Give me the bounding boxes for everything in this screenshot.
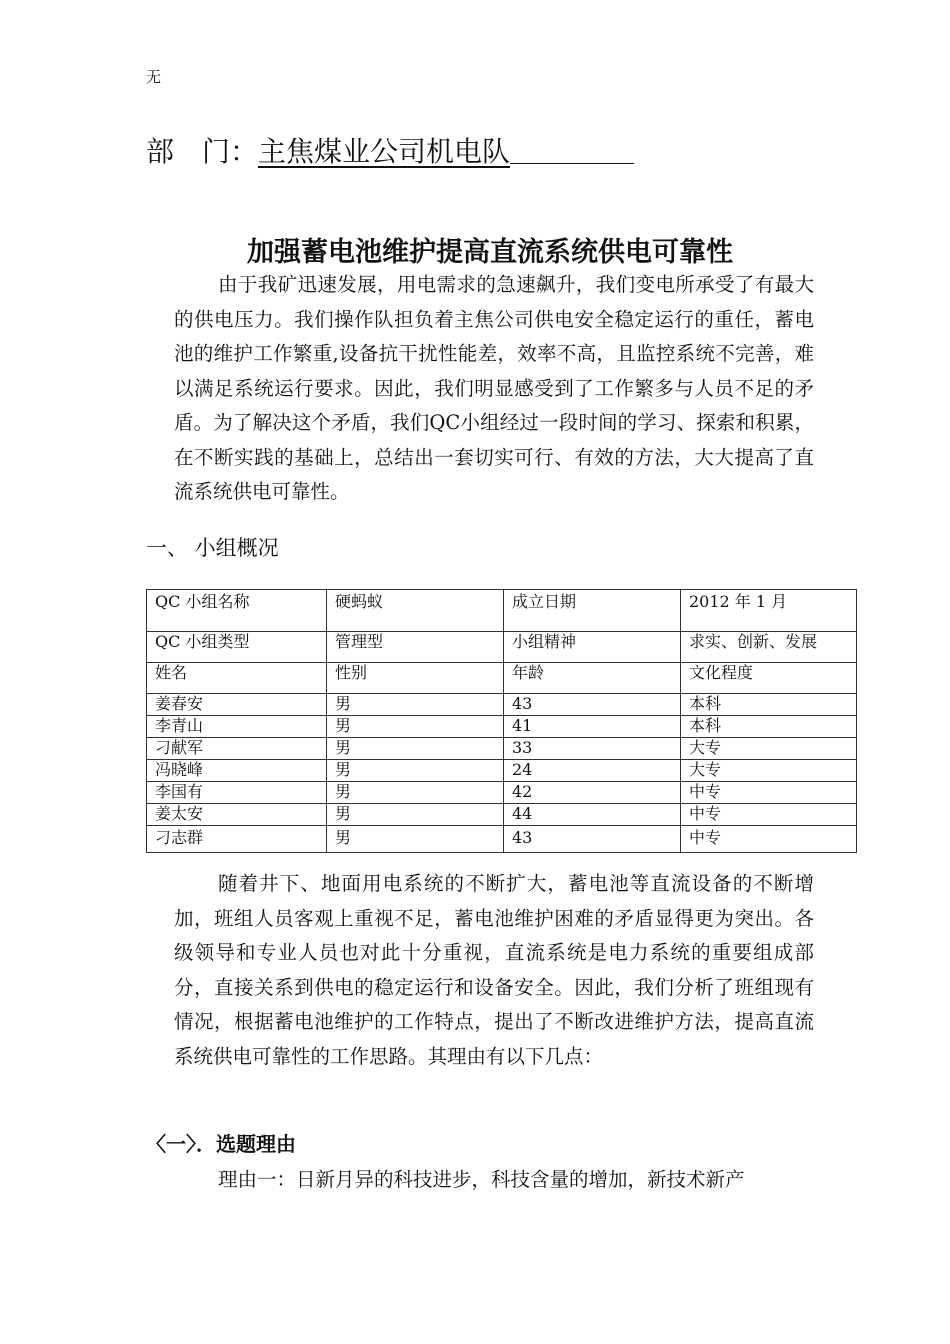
department-label-1: 部 bbox=[146, 135, 175, 168]
department-value: 主焦煤业公司机电队 bbox=[258, 135, 511, 168]
member-education: 本科 bbox=[681, 694, 857, 716]
document-title: 加强蓄电池维护提高直流系统供电可靠性 bbox=[247, 237, 733, 268]
member-age: 33 bbox=[504, 738, 681, 760]
table-cell: 2012 年 1 月 bbox=[681, 590, 857, 632]
member-name: 李国有 bbox=[147, 782, 327, 804]
member-gender: 男 bbox=[327, 804, 504, 826]
member-education: 本科 bbox=[681, 716, 857, 738]
member-name: 姜太安 bbox=[147, 804, 327, 826]
table-header-row bbox=[147, 663, 857, 694]
member-name: 李青山 bbox=[147, 716, 327, 738]
section-heading-group-overview: 一、 小组概况 bbox=[146, 536, 279, 560]
table-row bbox=[147, 632, 857, 663]
department-line bbox=[146, 130, 634, 170]
table-row bbox=[147, 590, 857, 632]
section-heading-topic-reason: 〈一〉．选题理由 bbox=[146, 1132, 296, 1156]
member-age: 24 bbox=[504, 760, 681, 782]
member-education: 中专 bbox=[681, 804, 857, 826]
table-cell: 硬蚂蚁 bbox=[327, 590, 504, 632]
member-education: 大专 bbox=[681, 738, 857, 760]
member-gender: 男 bbox=[327, 760, 504, 782]
table-header-cell: 年龄 bbox=[504, 663, 681, 694]
background-paragraph: 随着井下、地面用电系统的不断扩大，蓄电池等直流设备的不断增加，班组人员客观上重视不足，蓄电池维护困难的矛盾显得更为突出。各级领导和专业人员也对此十分重视，直流系统是电力系统的重要组成部分，直接关系到供电的稳定运行和设备安全。因此，我们分析了班组现有情况，根据蓄电池维护的工作特点，提出了不断改进维护方法，提高直流系统供电可靠性的工作思路。其理由有以下几点： bbox=[174, 872, 814, 1068]
member-education: 中专 bbox=[681, 826, 857, 853]
intro-paragraph: 由于我矿迅速发展，用电需求的急速飙升，我们变电所承受了有最大的供电压力。我们操作队担负着主焦公司供电安全稳定运行的重任，蓄电池的维护工作繁重,设备抗干扰性能差，效率不高，且监控系统不完善，难以满足系统运行要求。因此，我们明显感受到了工作繁多与人员不足的矛盾。为了解决这个矛盾，我们QC小组经过一段时间的学习、探索和积累，在不断实践的基础上，总结出一套切实可行、有效的方法，大大提高了直流系统供电可靠性。 bbox=[174, 273, 814, 503]
member-name: 姜春安 bbox=[147, 694, 327, 716]
group-info-table bbox=[146, 589, 857, 853]
department-label-2: 门： bbox=[202, 135, 259, 168]
member-education: 中专 bbox=[681, 782, 857, 804]
table-cell: 求实、创新、发展 bbox=[681, 632, 857, 663]
table-header-cell: 性别 bbox=[327, 663, 504, 694]
member-name: 冯晓峰 bbox=[147, 760, 327, 782]
member-age: 44 bbox=[504, 804, 681, 826]
table-cell: 管理型 bbox=[327, 632, 504, 663]
header-mark: 无 bbox=[146, 68, 162, 86]
table-row bbox=[147, 738, 857, 760]
member-gender: 男 bbox=[327, 782, 504, 804]
member-gender: 男 bbox=[327, 738, 504, 760]
table-row bbox=[147, 694, 857, 716]
member-education: 大专 bbox=[681, 760, 857, 782]
table-row bbox=[147, 760, 857, 782]
member-age: 42 bbox=[504, 782, 681, 804]
member-gender: 男 bbox=[327, 826, 504, 853]
member-age: 43 bbox=[504, 826, 681, 853]
table-header-cell: 姓名 bbox=[147, 663, 327, 694]
table-cell: QC 小组类型 bbox=[147, 632, 327, 663]
member-name: 刁献军 bbox=[147, 738, 327, 760]
table-row bbox=[147, 782, 857, 804]
table-row bbox=[147, 716, 857, 738]
member-age: 41 bbox=[504, 716, 681, 738]
member-gender: 男 bbox=[327, 694, 504, 716]
member-age: 43 bbox=[504, 694, 681, 716]
member-gender: 男 bbox=[327, 716, 504, 738]
member-name: 刁志群 bbox=[147, 826, 327, 853]
department-underline bbox=[510, 137, 634, 164]
reason-one-paragraph: 理由一：日新月异的科技进步，科技含量的增加，新技术新产 bbox=[218, 1168, 745, 1191]
table-row bbox=[147, 826, 857, 853]
table-header-cell: 文化程度 bbox=[681, 663, 857, 694]
table-cell: QC 小组名称 bbox=[147, 590, 327, 632]
table-cell: 小组精神 bbox=[504, 632, 681, 663]
table-cell: 成立日期 bbox=[504, 590, 681, 632]
table-row bbox=[147, 804, 857, 826]
